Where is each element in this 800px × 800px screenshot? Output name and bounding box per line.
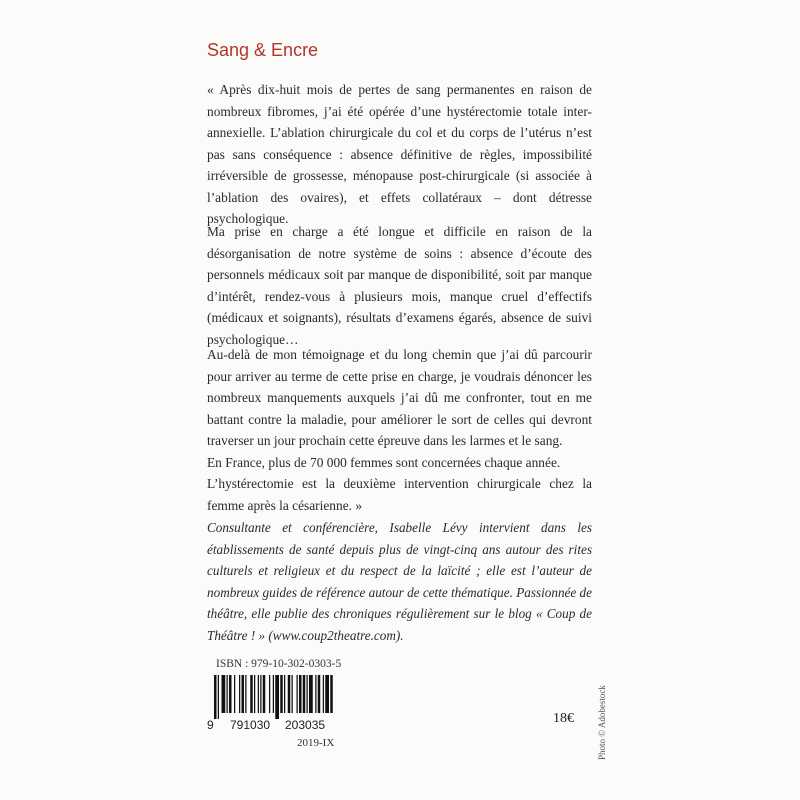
barcode-bar: [275, 675, 279, 719]
barcode-bar: [288, 675, 291, 713]
quote-paragraph-1: [207, 79, 592, 230]
barcode-bar: [325, 675, 329, 713]
barcode-bar: [263, 675, 266, 713]
barcode-bar: [260, 675, 261, 713]
barcode-bar: [218, 675, 219, 719]
barcode-bar: [234, 675, 235, 713]
barcode-digits-right: 203035: [285, 718, 326, 732]
barcode-bar: [303, 675, 306, 713]
barcode-bar: [309, 675, 313, 713]
quote-paragraph-2: [207, 221, 592, 350]
barcode-bar: [242, 675, 245, 713]
paragraph-text: « Après dix-huit mois de pertes de sang permanentes en raison de nombreux fibromes, j’ai été opérée d’une hystérectomie totale inter-annexielle. L’ablation chirurgicale du col et du corps de l’utérus n’est pas sans conséquence : absence définitive de règles, impossibilité irréversible de grossesse, ménopause post-chirurgicale (si associée à l’ablation des ovaires), et effets collatéraux – dont détresse psychologique.: [207, 82, 592, 226]
barcode-bar: [273, 675, 274, 713]
paragraph-text: L’hystérectomie est la deuxième intervention chirurgicale chez la femme après la césarienne. »: [207, 476, 592, 513]
barcode-bar: [297, 675, 298, 713]
barcode-bar: [258, 675, 259, 713]
barcode-bar: [315, 675, 316, 713]
paragraph-text: Au-delà de mon témoignage et du long chemin que j’ai dû parcourir pour arriver au terme de cette prise en charge, je voudrais dénoncer les nombreux manquements auxquels j’ai dû me confronter, tout en me battant contre la maladie, pour améliorer le sort de celles qui devront traverser un jour prochain cette épreuve dans les larmes et le sang.: [207, 347, 592, 448]
price: 18€: [553, 711, 574, 726]
barcode-bar: [239, 675, 240, 713]
photo-credit: Photo © Adobestock: [597, 685, 607, 760]
barcode-bar: [299, 675, 302, 713]
barcode-bar: [269, 675, 270, 713]
isbn-label: ISBN : 979-10-302-0303-5: [216, 658, 342, 670]
barcode-bar: [292, 675, 293, 713]
series-title: Sang & Encre: [207, 40, 319, 60]
barcode-bar: [284, 675, 285, 713]
barcode-bar: [245, 675, 246, 713]
quote-paragraph-3: [207, 344, 592, 516]
paragraph-text: Ma prise en charge a été longue et difficile en raison de la désorganisation de notre système de soins : absence d’écoute des personnels médicaux soit par manque de disponibilité, soit par manque d’intérêt, rendez-vous à plusieurs mois, manque cruel d’effectifs (médicaux et soignants), résultats d’examens égarés, absence de suivi psychologique…: [207, 224, 592, 347]
barcode-bar: [280, 675, 283, 713]
barcode-digits-left: 791030: [230, 718, 271, 732]
barcode-bar: [254, 675, 255, 713]
barcode-bar: [227, 675, 228, 713]
barcode-bar: [222, 675, 226, 713]
barcode-bar: [323, 675, 324, 713]
barcode: [206, 675, 336, 719]
paragraph-text: En France, plus de 70 000 femmes sont concernées chaque année.: [207, 454, 561, 470]
author-bio: Consultante et conférencière, Isabelle Lévy intervient dans les établissements de santé depuis plus de vingt-cinq ans autour des rites culturels et religieux et du respect de la laïcité ; elle est l’auteur de nombreux guides de référence autour de cette thématique. Passionnée de théâtre, elle publie des chroniques régulièrement sur le blog « Coup de Théâtre ! » (www.coup2theatre.com).: [207, 520, 593, 643]
barcode-bar: [330, 675, 333, 713]
edition-code: 2019-IX: [297, 737, 335, 749]
barcode-bar: [250, 675, 253, 713]
barcode-bar: [229, 675, 232, 713]
barcode-digit-prefix: 9: [207, 718, 214, 732]
barcode-bar: [307, 675, 308, 713]
barcode-bar: [318, 675, 321, 713]
barcode-bar: [214, 675, 217, 719]
